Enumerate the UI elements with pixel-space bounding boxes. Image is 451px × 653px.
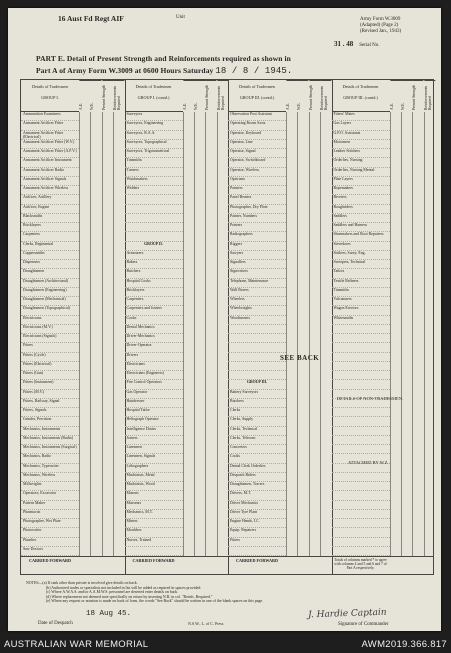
column-header-ae: A.E. — [286, 80, 297, 112]
trade-row: Mechanics, Radio — [21, 454, 79, 463]
part-e-title: PART E. Detail of Present Strength and Reinforcements required as shown in — [36, 54, 291, 63]
trade-row — [125, 195, 183, 204]
trade-row — [228, 353, 286, 362]
trade-row: Armament Artificer Instrument — [21, 158, 79, 167]
details-header-label: Details of Tradesmen — [32, 84, 68, 89]
serial-label: Serial No. — [359, 43, 380, 48]
trade-row: Driver Tyre Plant — [228, 510, 286, 519]
trade-row: Machinists, Wood — [125, 482, 183, 491]
signature-label: Signature of Commander — [338, 622, 389, 627]
column-header-reinforcements: Reinforcements Required — [424, 80, 435, 112]
trade-row: Saw Doctors — [21, 547, 79, 556]
trade-row: Fitters, Signals — [21, 408, 79, 417]
trade-row: Nurses, Trained — [125, 538, 183, 547]
trade-row: Wheelwrights — [228, 306, 286, 315]
trade-row: Watchmakers — [125, 177, 183, 186]
form-notes — [26, 581, 426, 604]
trade-row: Draughtsmen (Architectural) — [21, 279, 79, 288]
trade-row: Signwriters — [228, 269, 286, 278]
trade-row: Armourers — [125, 251, 183, 260]
trade-row: Riggers — [228, 242, 286, 251]
carried-forward-label: CARRIED FORWARD — [235, 558, 279, 563]
column-header-we: W.E. — [194, 80, 205, 112]
trade-row: Printers — [228, 223, 286, 232]
trade-row: Plate Layers — [332, 177, 390, 186]
trade-row: Pattern Maker — [21, 501, 79, 510]
totals-note: Totals of columns marked * to agree with columns 4 and 5 and 6 and 7 of Part A respectively. — [334, 558, 387, 570]
trade-row: Armament Artificer Radio — [21, 168, 79, 177]
trade-row: Electricians (Signals) — [21, 334, 79, 343]
trade-row: G.P.O. Assistants — [332, 131, 390, 140]
trade-row: Signallers — [228, 260, 286, 269]
trade-row: Carpenters — [21, 232, 79, 241]
trade-row: Draughtsmen (Topographical) — [21, 306, 79, 315]
column-header-present-strength: Present Strength — [102, 80, 113, 112]
column-header-details — [21, 80, 79, 112]
trade-row: Armament Artificer Fitter — [21, 121, 79, 130]
trade-row: Panel Beaters — [228, 195, 286, 204]
column-header-ae: A.E. — [390, 80, 401, 112]
trade-row: Photowriter — [21, 528, 79, 537]
trade-row — [332, 371, 390, 380]
trade-row: Leather Stitchers — [332, 149, 390, 158]
trade-row: Dental Mechanics — [125, 325, 183, 334]
subcolumn-divider — [102, 112, 103, 556]
trade-row: Saddlers and Harness — [332, 223, 390, 232]
trade-row: Butchers — [228, 399, 286, 408]
trade-row: Ammunition Examiners — [21, 112, 79, 121]
trade-row: Bricklayers — [125, 288, 183, 297]
column-header-we: W.E. — [297, 80, 308, 112]
trade-row: Ropemakers — [332, 186, 390, 195]
trade-row — [332, 417, 390, 426]
column-header-reinforcements: Reinforcements Required — [217, 80, 228, 112]
trade-row: Photographer, Wet Plate — [21, 519, 79, 528]
trade-row: Concreters — [228, 445, 286, 454]
attached-wz: ATTACHED BY W.Z. — [348, 460, 389, 465]
trade-row: Coppersmiths — [21, 251, 79, 260]
trade-row — [228, 371, 286, 380]
trade-row — [332, 547, 390, 556]
trade-row: Surveyors — [125, 112, 183, 121]
trade-row: Fire Control Operators — [125, 380, 183, 389]
column-header-reinforcements: Reinforcements Required — [320, 80, 331, 112]
column-header-we: W.E. — [401, 80, 412, 112]
adapted-label: (Adapted) (Page 2) — [360, 23, 399, 28]
trade-row — [332, 510, 390, 519]
footer-accession: AWM2019.366.817 — [361, 639, 447, 650]
trade-row: Operator, Signal — [228, 149, 286, 158]
group-header-label: GROUP I. — [41, 95, 59, 100]
trade-row: Grinder, Precision — [21, 417, 79, 426]
column-header-ae: A.E. — [79, 80, 90, 112]
trade-row — [332, 538, 390, 547]
trade-row: Carpenters — [125, 297, 183, 306]
trade-row — [332, 445, 390, 454]
trade-row: Driver-Operator — [125, 343, 183, 352]
subcolumn-divider — [390, 112, 391, 556]
trade-row: Cooks — [228, 454, 286, 463]
handwritten-date: 18 / 8 / 1945. — [215, 66, 293, 76]
trade-row: Clerks, Technical — [228, 427, 286, 436]
column-header-we: W.E. — [90, 80, 101, 112]
trade-row: Fitters (Instrument) — [21, 380, 79, 389]
trade-row: Cooks — [125, 316, 183, 325]
subcolumn-divider — [205, 112, 206, 556]
trade-row: Mechanics, Wireless — [21, 473, 79, 482]
trade-row: Driver-Mechanics — [125, 334, 183, 343]
trade-row: Shoemakers and Boot Repairers — [332, 232, 390, 241]
trade-row: Tailors — [332, 269, 390, 278]
trade-row: Engine Hands, I.C. — [228, 519, 286, 528]
serial-value: 31 . 48 — [334, 40, 354, 48]
trade-row: Plumber — [21, 538, 79, 547]
trade-row: Armament Artificer Fitter (Electrical) — [21, 131, 79, 140]
subcolumn-divider — [297, 112, 298, 556]
trade-row: Hospital Tailor — [125, 408, 183, 417]
trade-row: Armament Artificer Fitter (A.F.V.) — [21, 149, 79, 158]
trade-row: Radiographers — [228, 232, 286, 241]
trade-row: Artificer, Artillery — [21, 195, 79, 204]
subcolumn-divider — [412, 112, 413, 556]
trade-row: Fitters (Electrical) — [21, 362, 79, 371]
trade-row: Turners — [125, 168, 183, 177]
trade-row — [228, 547, 286, 556]
carried-forward-label: CARRIED FORWARD — [132, 558, 175, 563]
subcolumn-divider — [320, 112, 321, 556]
trade-row: Electricians — [125, 362, 183, 371]
trade-row: Operator, Switchboard — [228, 158, 286, 167]
trade-row — [228, 343, 286, 352]
trade-row: Stevedores — [332, 242, 390, 251]
trade-row: Butchers — [125, 269, 183, 278]
trade-row — [228, 362, 286, 371]
printer-imprint: N.S.W., L. of C. Press — [188, 621, 224, 626]
trade-row: Clerks, Telecom — [228, 436, 286, 445]
trade-row: Observation Post Assistant — [228, 112, 286, 121]
trade-row: Textile Refiners — [332, 279, 390, 288]
trade-row — [125, 547, 183, 556]
subcolumn-divider — [183, 112, 184, 556]
trade-row: Mechanics, Typewriter — [21, 464, 79, 473]
trade-row: Fitters, Railway, Signal — [21, 399, 79, 408]
army-form-label — [360, 17, 401, 35]
subcolumn-divider — [424, 112, 425, 556]
subcolumn-divider — [90, 112, 91, 556]
trade-row: Bricklayers — [21, 223, 79, 232]
trade-row: Electricians (Engineers) — [125, 371, 183, 380]
trade-row — [332, 491, 390, 500]
trade-row: Surveyors, Topographical — [125, 140, 183, 149]
trade-row: Hospital Cooks — [125, 279, 183, 288]
note-line: (e) Where any request or notation is made on back of form, the words "See Back" should be written in one of the blank spaces on this page. — [46, 599, 264, 603]
trade-row: Masons — [125, 491, 183, 500]
trade-row: Woodturners — [228, 316, 286, 325]
trade-row: Painter, Numbers — [228, 214, 286, 223]
trade-row: Operating Room Assts. — [228, 121, 286, 130]
trade-row: Drivers, M.T. — [228, 491, 286, 500]
trade-row — [125, 205, 183, 214]
column-header-details — [228, 80, 286, 112]
carried-forward-label: CARRIED FORWARD — [28, 558, 72, 563]
trade-row: Pharmacist — [21, 510, 79, 519]
trade-row: Artificer, Engine — [21, 205, 79, 214]
details-header-label: Details of Tradesmen — [342, 84, 379, 89]
group-header-label: GROUP III. (contd.) — [239, 95, 275, 100]
trade-row: Fitters (M.V.) — [21, 390, 79, 399]
trade-row — [332, 362, 390, 371]
unit-name: 16 Aust Fd Regt AIF — [58, 14, 124, 23]
group-header-label: GROUP III. (contd.) — [343, 95, 378, 100]
trade-row: Wagon Erectors — [332, 306, 390, 315]
subcolumn-divider — [309, 112, 310, 556]
details-header-label: Details of Tradesmen — [239, 84, 275, 89]
trade-row: Orderlies, Nursing Mental — [332, 168, 390, 177]
trade-row: Dispensers — [21, 260, 79, 269]
trade-row: Surveyors, Engineering — [125, 121, 183, 130]
trade-row: Saddlers — [332, 214, 390, 223]
trade-row: Armament Artificer Wireless — [21, 186, 79, 195]
trade-row: Battery Surveyors — [228, 390, 286, 399]
note-line: (c) Where A.W.A.S. and/or A.A.M.W.S. personnel are deserted enter details on back. — [46, 590, 179, 594]
subcolumn-divider — [113, 112, 114, 556]
subcolumn-divider — [79, 112, 80, 556]
column-header-details — [125, 80, 183, 112]
subtitle-text: Part A of Army Form W.3009 at 0600 Hours Saturday — [36, 66, 214, 75]
trade-row — [332, 528, 390, 537]
trade-row: Machinists, Metal — [125, 473, 183, 482]
army-form-number: Army Form W.3009 — [360, 17, 401, 22]
trade-row: Clerks, Supply — [228, 417, 286, 426]
trade-row: Armament Artificer Fitter (W.V.) — [21, 140, 79, 149]
trade-row: Mechanics, Instruments — [21, 427, 79, 436]
trade-row: Bakers — [125, 260, 183, 269]
subcolumn-divider — [217, 112, 218, 556]
trade-row: Surveyors, Trigonometrical — [125, 149, 183, 158]
trade-row — [332, 408, 390, 417]
trade-row: Clerks, Regimental — [21, 242, 79, 251]
serial-number — [334, 40, 380, 48]
trade-row: Tinsmiths — [332, 288, 390, 297]
army-form-page — [8, 8, 441, 631]
trade-row: Sawyers — [228, 251, 286, 260]
trade-row: Draughtsmen — [21, 269, 79, 278]
trade-row: Painters — [228, 186, 286, 195]
trade-row — [332, 325, 390, 334]
column-header-present-strength: Present Strength — [412, 80, 423, 112]
trade-row: Fitters (Cycle) — [21, 353, 79, 362]
trade-row: Driver Mechanics — [228, 501, 286, 510]
trade-row: Sweepers, Technical — [332, 260, 390, 269]
part-e-subtitle — [36, 66, 292, 76]
trade-row: Mechanics, Instruments (Radio) — [21, 436, 79, 445]
trade-row — [228, 334, 286, 343]
trade-row — [332, 427, 390, 436]
trade-row: Photographer, Dry Plate — [228, 205, 286, 214]
trade-row: Electricians (M.V.) — [21, 325, 79, 334]
trade-row: Lithographers — [125, 464, 183, 473]
trade-row: Tinsmiths — [125, 158, 183, 167]
archive-footer — [0, 637, 451, 653]
despatch-label: Date of Despatch — [38, 621, 73, 626]
trade-row: Operator, Keyboard — [228, 131, 286, 140]
trade-row: Dental Clerk Orderlies — [228, 464, 286, 473]
column-header-details — [332, 80, 390, 112]
note-line: (b) Authorized trades or specialists not included in list will be added as required in spaces provided. — [46, 585, 202, 590]
trade-row: Wheelers — [228, 297, 286, 306]
trade-row: Gas Layers — [332, 121, 390, 130]
trade-row: GROUP III. — [228, 380, 286, 389]
trade-row — [332, 343, 390, 352]
trade-row: Despatch Riders — [228, 473, 286, 482]
see-back-stamp: SEE BACK — [280, 354, 320, 362]
group-header-label: GROUP I. (contd.) — [137, 95, 170, 100]
unit-label: Unit — [176, 15, 185, 20]
trade-row — [125, 214, 183, 223]
footer-institution: AUSTRALIAN WAR MEMORIAL — [4, 639, 149, 650]
trade-row: Opticians — [228, 177, 286, 186]
revised-label: (Revised Jan., 1943) — [360, 29, 402, 34]
trade-row: Armament Artificer Signals — [21, 177, 79, 186]
trade-row: Draughtsmen, Tracers — [228, 482, 286, 491]
subcolumn-divider — [194, 112, 195, 556]
column-header-reinforcements: Reinforcements Required — [113, 80, 124, 112]
trade-row: Roughriders — [332, 205, 390, 214]
despatch-date: 18 Aug 45. — [86, 610, 132, 618]
trade-row: Fitters' Mates — [332, 112, 390, 121]
trade-row: Carpenters and Joiners — [125, 306, 183, 315]
trade-row — [332, 482, 390, 491]
trade-row: Fitters — [228, 538, 286, 547]
trade-row: GROUP II. — [125, 242, 183, 251]
trade-row: Fitters — [21, 343, 79, 352]
trade-row: Joiners — [125, 436, 183, 445]
trade-row: Gas Operator — [125, 390, 183, 399]
column-header-present-strength: Present Strength — [205, 80, 216, 112]
trade-row — [125, 232, 183, 241]
trade-row: Miners — [125, 519, 183, 528]
subcolumn-divider — [401, 112, 402, 556]
column-header-present-strength: Present Strength — [309, 80, 320, 112]
column-header-ae: A.E. — [183, 80, 194, 112]
trade-row: Drivers — [125, 353, 183, 362]
trade-row — [228, 325, 286, 334]
trade-row — [332, 353, 390, 362]
trade-row — [125, 223, 183, 232]
trade-row: Draughtsmen (Mechanical) — [21, 297, 79, 306]
trade-row — [332, 501, 390, 510]
details-header-label: Details of Tradesmen — [135, 84, 172, 89]
trade-row: Millwrights — [21, 482, 79, 491]
trade-row: Mechanics, Instruments (Surgical) — [21, 445, 79, 454]
trade-row: Surveyors, R.A.A. — [125, 131, 183, 140]
subcolumn-divider — [286, 112, 287, 556]
trade-row: Heliograph Operator — [125, 417, 183, 426]
trade-row: Welders — [125, 186, 183, 195]
trade-row: Clerks — [228, 408, 286, 417]
trade-row: Electricians — [21, 316, 79, 325]
trade-row: Draughtsmen (Engineering) — [21, 288, 79, 297]
trade-row: Masseurs — [125, 501, 183, 510]
note-line: NOTES—(a) If rank other than private is involved give details on back. — [26, 581, 138, 585]
trade-row: Fitters (Gun) — [21, 371, 79, 380]
details-non-tradesmen: DETAILS OF NON-TRADESMEN. — [336, 396, 404, 401]
trade-row: Linesmen, Signals — [125, 454, 183, 463]
trade-row: Whitesmiths — [332, 316, 390, 325]
trade-row — [332, 380, 390, 389]
trade-row: Intelligence Duties — [125, 427, 183, 436]
trade-row — [332, 436, 390, 445]
trade-row: Riveters — [332, 195, 390, 204]
trade-row: Vulcanisers — [332, 297, 390, 306]
trade-row: Wall Borers — [228, 288, 286, 297]
trade-row — [332, 519, 390, 528]
commander-signature: J. Hardie Captain — [307, 607, 387, 621]
trade-row: Hairdresser — [125, 399, 183, 408]
trade-row — [332, 473, 390, 482]
trade-row — [332, 334, 390, 343]
trade-row: Operator, Line — [228, 140, 286, 149]
trade-row: Telephone, Maintenance — [228, 279, 286, 288]
trade-row: Blacksmiths — [21, 214, 79, 223]
trade-row: Mechanics, M.T. — [125, 510, 183, 519]
trade-row: Linesmen — [125, 445, 183, 454]
carried-forward-divider — [21, 556, 433, 557]
note-line: (d) Where replacement not deemed note specifically on return by inserting N.R. in col. "Reinfs. Required." — [46, 594, 213, 599]
trade-row: Motormen — [332, 140, 390, 149]
trade-row: Strikers, Surey, Eng. — [332, 251, 390, 260]
tradesmen-table — [20, 79, 434, 575]
trade-row: Equip. Repairers — [228, 528, 286, 537]
trade-row: Operator, Wireless — [228, 168, 286, 177]
trade-row: Operators, Excavator — [21, 491, 79, 500]
trade-row: Orderlies, Nursing — [332, 158, 390, 167]
trade-row: Moulders — [125, 528, 183, 537]
